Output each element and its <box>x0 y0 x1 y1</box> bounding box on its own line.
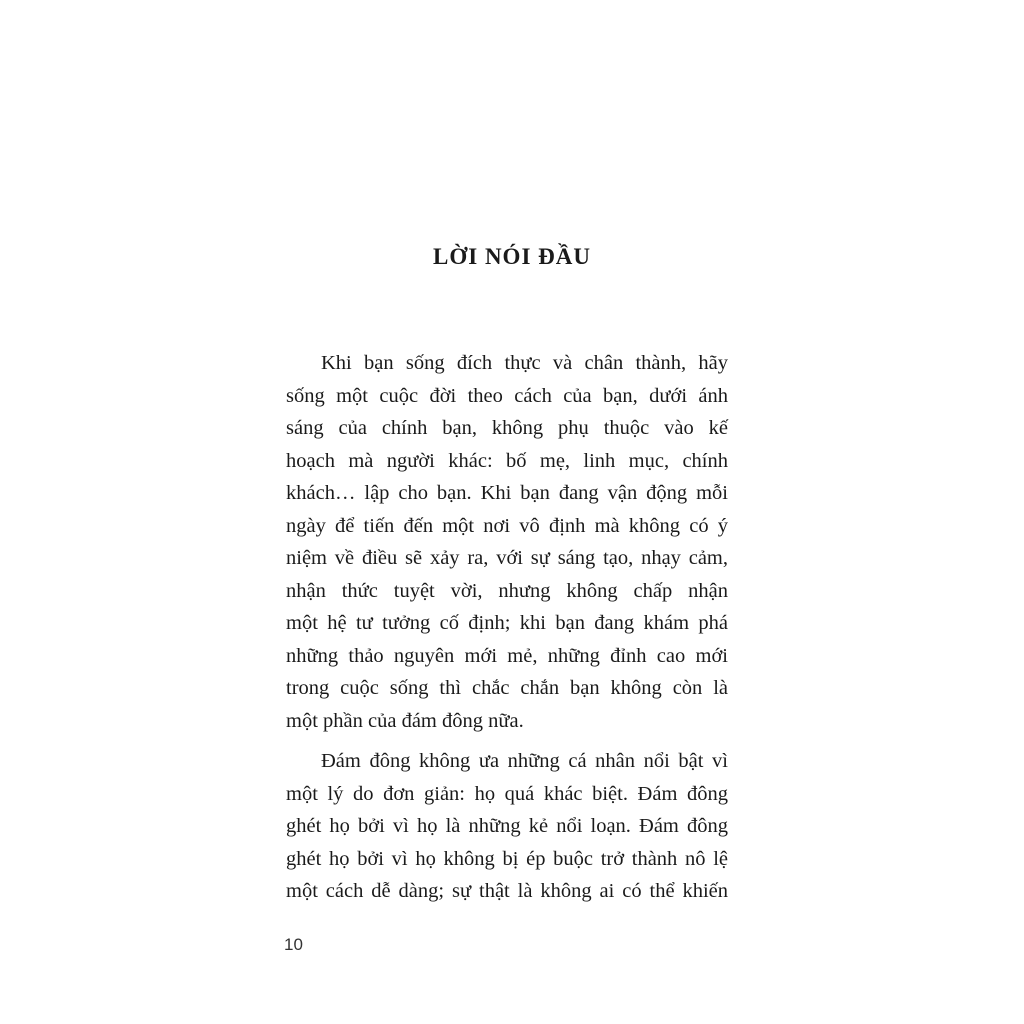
text-line: sáng của chính bạn, không phụ thuộc vào kế <box>286 417 728 439</box>
text-line: niệm về điều sẽ xảy ra, với sự sáng tạo, nhạy cảm, <box>286 547 728 569</box>
text-line: khách… lập cho bạn. Khi bạn đang vận động mỗi <box>286 482 728 504</box>
text-line: ghét họ bởi vì họ không bị ép buộc trở thành nô lệ <box>286 847 728 870</box>
text-line: sống một cuộc đời theo cách của bạn, dưới ánh <box>286 384 728 407</box>
text-line: một hệ tư tưởng cố định; khi bạn đang khám phá <box>286 612 728 634</box>
text-line: nhận thức tuyệt vời, nhưng không chấp nhận <box>286 579 728 602</box>
text-line: những thảo nguyên mới mẻ, những đỉnh cao mới <box>286 644 728 667</box>
paragraph-1 <box>286 347 728 737</box>
text-line: hoạch mà người khác: bố mẹ, linh mục, chính <box>286 449 728 472</box>
text-line: Đám đông không ưa những cá nhân nổi bật vì <box>321 750 728 772</box>
text-line: ngày để tiến đến một nơi vô định mà không có ý <box>286 514 728 537</box>
text-line: một lý do đơn giản: họ quá khác biệt. Đám đông <box>286 782 728 805</box>
text-line: trong cuộc sống thì chắc chắn bạn không còn là <box>286 677 728 699</box>
page-number: 10 <box>284 935 303 954</box>
text-line: một cách dễ dàng; sự thật là không ai có thể khiến <box>286 880 728 902</box>
text-line: ghét họ bởi vì họ là những kẻ nổi loạn. Đám đông <box>286 815 728 837</box>
body-text <box>286 347 728 908</box>
paragraph-2 <box>286 745 728 908</box>
text-line: Khi bạn sống đích thực và chân thành, hãy <box>321 352 728 374</box>
text-line: một phần của đám đông nữa. <box>286 709 524 732</box>
chapter-title: LỜI NÓI ĐẦU <box>433 244 591 269</box>
